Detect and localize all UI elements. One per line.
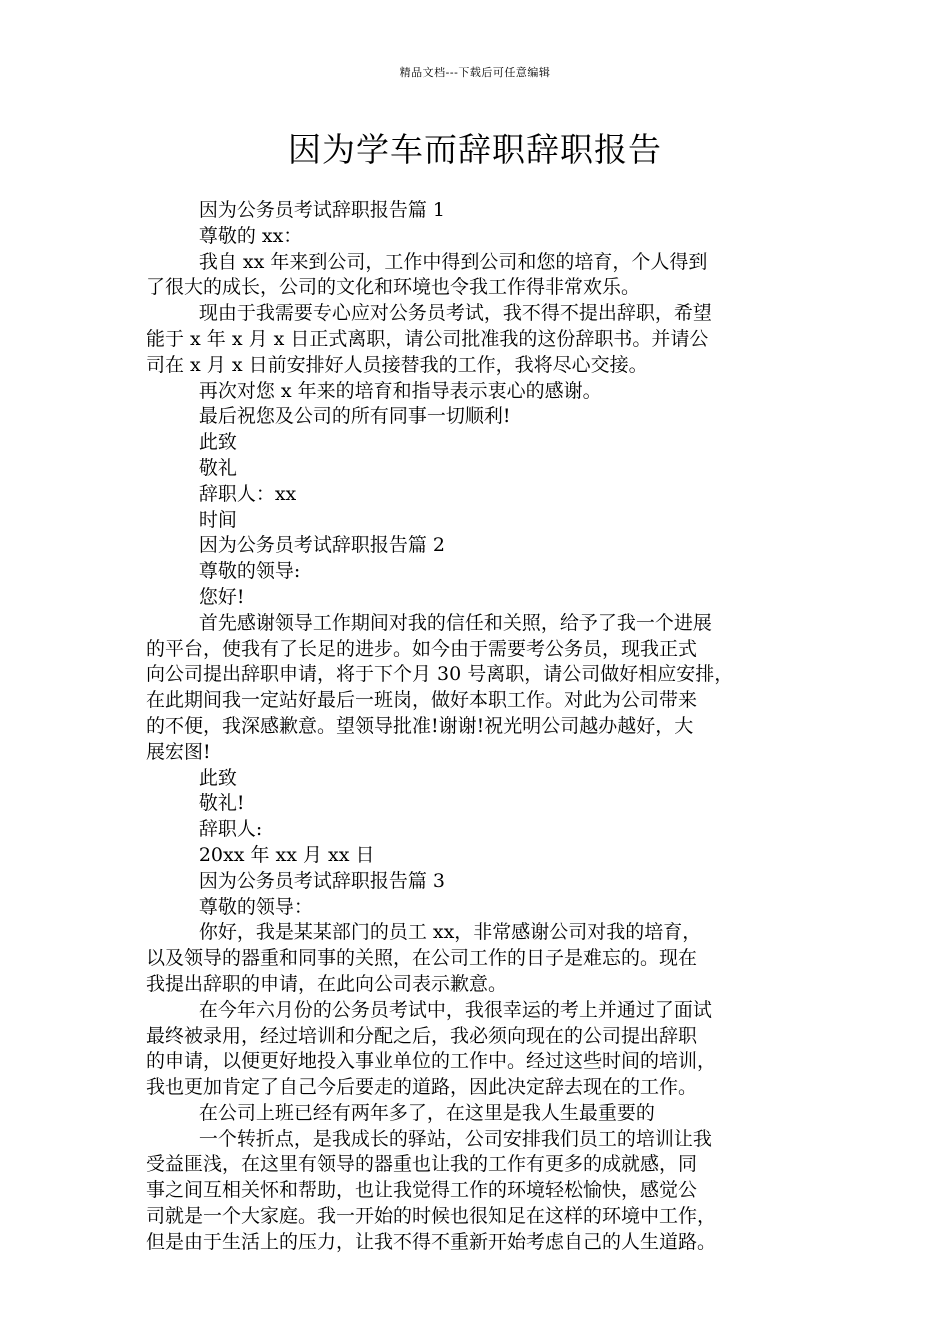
text-line: 最终被录用，经过培训和分配之后，我必须向现在的公司提出辞职 [146, 1024, 698, 1047]
text-line: 时间 [198, 508, 237, 531]
document-title: 因为学车而辞职辞职报告 [288, 130, 662, 169]
text-line: 尊敬的领导： [198, 895, 313, 918]
text-line: 的不便，我深感歉意。望领导批准!谢谢!祝光明公司越办越好，大 [146, 714, 694, 737]
text-line: 20xx 年 xx 月 xx 日 [198, 843, 375, 866]
text-line: 但是由于生活上的压力，让我不得不重新开始考虑自己的人生道路。 [146, 1230, 717, 1253]
text-line: 首先感谢领导工作期间对我的信任和关照，给予了我一个进展 [198, 611, 712, 634]
text-line: 司就是一个大家庭。我一开始的时候也很知足在这样的环境中工作， [146, 1205, 717, 1228]
text-line: 我提出辞职的申请，在此向公司表示歉意。 [146, 972, 508, 995]
text-line: 因为公务员考试辞职报告篇 1 [198, 199, 445, 221]
text-line: 此致 [198, 766, 237, 789]
text-line: 展宏图! [146, 740, 211, 763]
text-line: 尊敬的领导: [198, 560, 301, 583]
text-line: 再次对您 x 年来的培育和指导表示衷心的感谢。 [198, 379, 602, 402]
text-line: 司在 x 月 x 日前安排好人员接替我的工作，我将尽心交接。 [146, 353, 648, 376]
text-line: 现由于我需要专心应对公务员考试，我不得不提出辞职，希望 [198, 302, 712, 325]
text-line: 你好，我是某某部门的员工 xx，非常感谢公司对我的培育， [198, 921, 702, 944]
text-line: 我自 xx 年来到公司，工作中得到公司和您的培育，个人得到 [198, 250, 708, 273]
text-line: 最后祝您及公司的所有同事一切顺利! [198, 405, 511, 428]
text-line: 受益匪浅，在这里有领导的器重也让我的工作有更多的成就感，同 [146, 1153, 698, 1176]
text-line: 您好! [198, 585, 245, 608]
text-line: 因为公务员考试辞职报告篇 3 [198, 869, 445, 892]
text-line: 在公司上班已经有两年多了，在这里是我人生最重要的 [198, 1101, 655, 1124]
text-line: 我也更加肯定了自己今后要走的道路，因此决定辞去现在的工作。 [146, 1076, 698, 1099]
text-line: 事之间互相关怀和帮助，也让我觉得工作的环境轻松愉快，感觉公 [146, 1179, 698, 1202]
text-line: 了很大的成长，公司的文化和环境也令我工作得非常欢乐。 [146, 276, 641, 299]
text-line: 的申请，以便更好地投入事业单位的工作中。经过这些时间的培训， [146, 1050, 717, 1073]
text-line: 一个转折点，是我成长的驿站，公司安排我们员工的培训让我 [198, 1127, 712, 1150]
text-line: 以及领导的器重和同事的关照，在公司工作的日子是难忘的。现在 [146, 947, 698, 970]
text-line: 敬礼! [198, 792, 245, 815]
text-line: 向公司提出辞职申请，将于下个月 30 号离职，请公司做好相应安排， [146, 663, 734, 686]
text-line: 敬礼 [198, 456, 237, 479]
text-line: 辞职人: [198, 818, 263, 841]
text-line: 的平台，使我有了长足的进步。如今由于需要考公务员，现我正式 [146, 637, 698, 660]
text-line: 在今年六月份的公务员考试中，我很幸运的考上并通过了面试 [198, 998, 712, 1021]
text-line: 因为公务员考试辞职报告篇 2 [198, 534, 445, 557]
text-line: 能于 x 年 x 月 x 日正式离职，请公司批准我的这份辞职书。并请公 [146, 327, 709, 350]
text-line: 在此期间我一定站好最后一班岗，做好本职工作。对此为公司带来 [146, 689, 698, 712]
page-header: 精品文档---下载后可任意编辑 [399, 66, 551, 79]
text-line: 尊敬的 xx： [198, 224, 303, 247]
text-line: 此致 [198, 431, 237, 454]
document-body [146, 198, 809, 1256]
text-line: 辞职人：xx [198, 482, 297, 505]
